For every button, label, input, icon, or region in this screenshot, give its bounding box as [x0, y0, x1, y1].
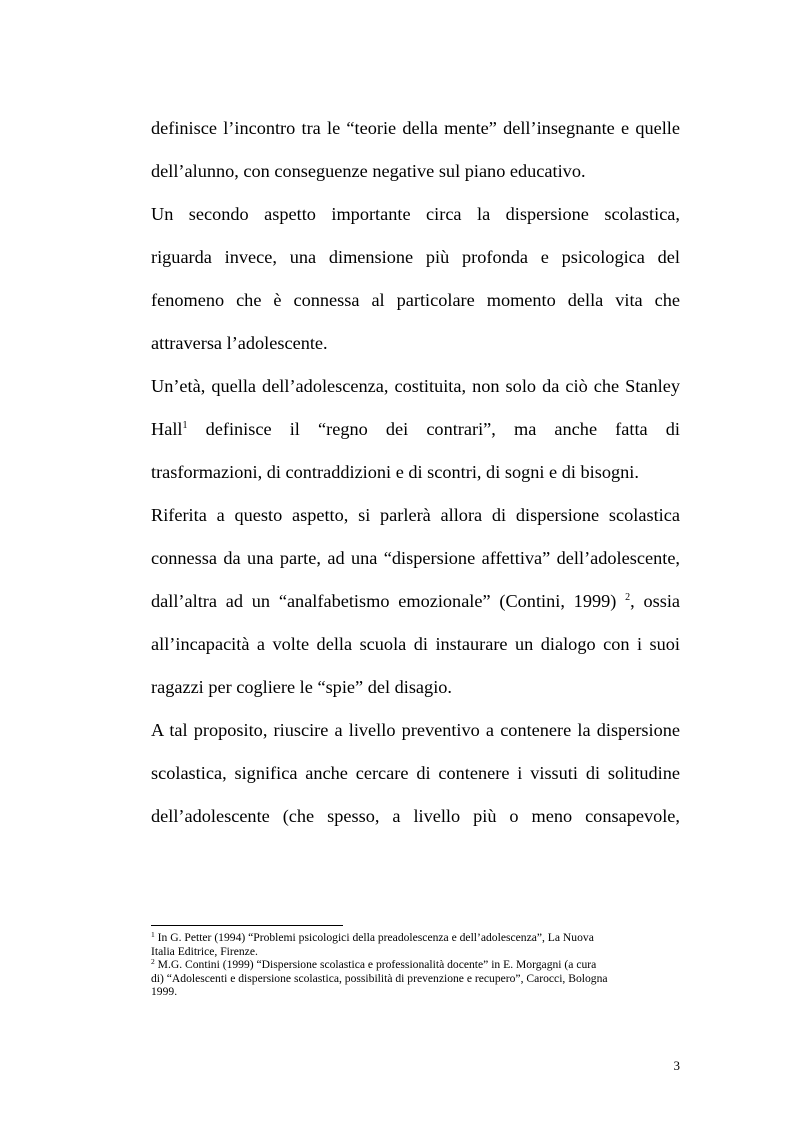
- paragraph-3: [151, 365, 680, 494]
- text-line: [151, 580, 680, 623]
- text-segment: dall’altra ad un “analfabetismo emozionale” (Contini, 1999): [151, 591, 626, 611]
- paragraph-1: [151, 107, 680, 193]
- text-line: attraversa l’adolescente.: [151, 333, 328, 353]
- footnotes: [151, 931, 680, 999]
- text-line: definisce l’incontro tra le “teorie della mente” dell’insegnante e quelle: [151, 118, 680, 138]
- text-line: connessa da una parte, ad una “dispersione affettiva” dell’adolescente,: [151, 548, 680, 568]
- paragraph-4: [151, 494, 680, 709]
- footnote-divider: [151, 925, 343, 926]
- text-line: dell’alunno, con conseguenze negative sul piano educativo.: [151, 161, 586, 181]
- footnote-line: [151, 931, 680, 945]
- text-line: Un’età, quella dell’adolescenza, costituita, non solo da ciò che Stanley: [151, 376, 680, 396]
- text-line: scolastica, significa anche cercare di contenere i vissuti di solitudine: [151, 763, 680, 783]
- footnote-1: [151, 931, 680, 958]
- page-number: 3: [673, 1058, 680, 1073]
- footnote-line: 1999.: [151, 985, 178, 998]
- footnote-ref-2[interactable]: 2: [625, 592, 631, 603]
- footnote-marker: 2: [151, 957, 155, 966]
- footnote-text: M.G. Contini (1999) “Dispersione scolastica e professionalità docente” in E. Morgagni (a cura: [154, 958, 597, 971]
- footnote-line: [151, 958, 680, 972]
- text-line: Riferita a questo aspetto, si parlerà allora di dispersione scolastica: [151, 505, 680, 525]
- footnote-line: Italia Editrice, Firenze.: [151, 944, 258, 958]
- text-line: all’incapacità a volte della scuola di instaurare un dialogo con i suoi: [151, 634, 680, 654]
- body-text: [151, 107, 680, 838]
- text-segment: Hall: [151, 419, 183, 439]
- paragraph-2: [151, 193, 680, 365]
- text-line: Un secondo aspetto importante circa la dispersione scolastica,: [151, 204, 680, 224]
- text-line: trasformazioni, di contraddizioni e di scontri, di sogni e di bisogni.: [151, 462, 639, 482]
- text-line: A tal proposito, riuscire a livello preventivo a contenere la dispersione: [151, 720, 680, 740]
- paragraph-5: [151, 709, 680, 838]
- text-line: riguarda invece, una dimensione più profonda e psicologica del: [151, 247, 680, 267]
- text-line: dell’adolescente (che spesso, a livello più o meno consapevole,: [151, 806, 680, 826]
- footnote-marker: 1: [151, 930, 155, 939]
- text-line: fenomeno che è connessa al particolare momento della vita che: [151, 290, 680, 310]
- text-segment: definisce il “regno dei contrari”, ma anche fatta di: [187, 419, 680, 439]
- footnote-2: [151, 958, 680, 999]
- footnote-line: di) “Adolescenti e dispersione scolastica, possibilità di prevenzione e recupero”, Carocci, Bologna: [151, 971, 608, 985]
- text-line: [151, 408, 680, 451]
- footnote-text: In G. Petter (1994) “Problemi psicologici della preadolescenza e dell’adolescenza”, La Nuova: [154, 931, 594, 944]
- footnote-ref-1[interactable]: 1: [182, 420, 188, 431]
- text-line: ragazzi per cogliere le “spie” del disagio.: [151, 677, 452, 697]
- text-segment: , ossia: [630, 591, 681, 611]
